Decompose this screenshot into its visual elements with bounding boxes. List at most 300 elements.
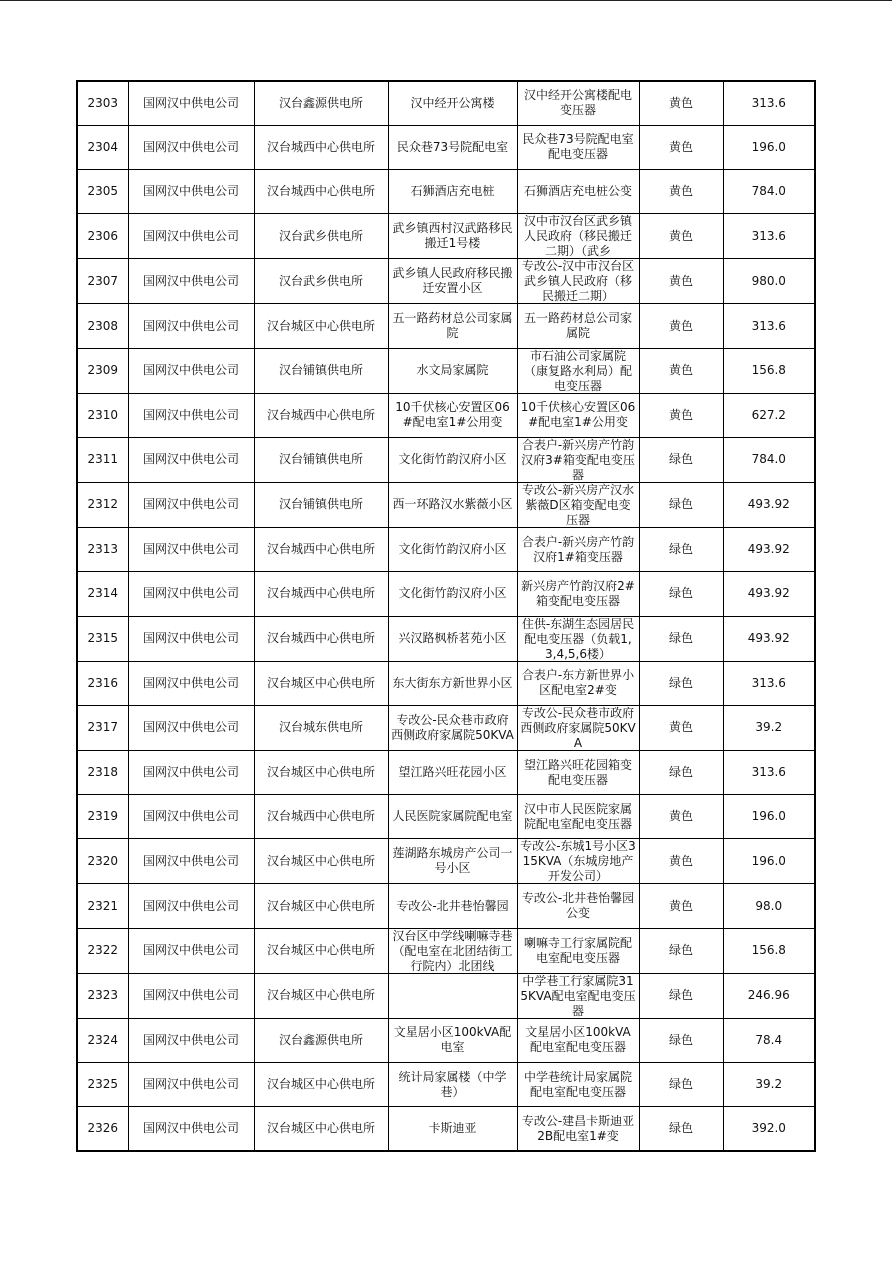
- transformer-cell: [517, 884, 639, 928]
- transformer-cell: [517, 616, 639, 661]
- status-color-cell-text: 绿色: [668, 1032, 693, 1047]
- row-number-cell-text: 2321: [87, 898, 119, 913]
- row-number-cell-text: 2319: [87, 809, 119, 824]
- transformer-cell-text: 中学巷工行家属院315KVA配电室配电变压器: [520, 973, 636, 1018]
- company-cell: [128, 304, 254, 348]
- transformer-cell: [517, 125, 639, 169]
- station-cell: [254, 884, 388, 928]
- status-color-cell-text: 黄色: [668, 273, 693, 288]
- table-row: [77, 393, 815, 437]
- row-number-cell: [77, 81, 128, 125]
- capacity-value-cell-text: 156.8: [751, 943, 786, 958]
- station-cell-text: 汉台铺镇供电所: [278, 497, 363, 512]
- station-cell-text: 汉台城东供电所: [278, 720, 363, 735]
- row-number-cell: [77, 661, 128, 705]
- status-color-cell: [639, 705, 723, 750]
- location-name-cell: [388, 348, 517, 393]
- station-cell: [254, 705, 388, 750]
- row-number-cell-text: 2313: [87, 542, 119, 557]
- row-number-cell: [77, 437, 128, 482]
- station-cell: [254, 527, 388, 571]
- table-row: [77, 304, 815, 348]
- company-cell-text: 国网汉中供电公司: [142, 363, 239, 378]
- capacity-value-cell-text: 78.4: [755, 1032, 783, 1047]
- company-cell: [128, 572, 254, 616]
- station-cell-text: 汉台城区中心供电所: [266, 318, 375, 333]
- row-number-cell-text: 2318: [87, 765, 119, 780]
- company-cell-text: 国网汉中供电公司: [142, 228, 239, 243]
- location-name-cell: [388, 750, 517, 794]
- transformer-cell: [517, 393, 639, 437]
- transformer-cell: [517, 973, 639, 1018]
- station-cell: [254, 572, 388, 616]
- company-cell: [128, 884, 254, 928]
- station-cell: [254, 616, 388, 661]
- station-cell-text: 汉台城区中心供电所: [266, 898, 375, 913]
- row-number-cell-text: 2304: [87, 139, 119, 154]
- status-color-cell: [639, 214, 723, 259]
- row-number-cell-text: 2325: [87, 1077, 119, 1092]
- capacity-value-cell: [723, 81, 815, 125]
- transformer-cell: [517, 81, 639, 125]
- location-name-cell: [388, 170, 517, 214]
- capacity-value-cell: [723, 795, 815, 839]
- row-number-cell-text: 2311: [87, 452, 119, 467]
- status-color-cell: [639, 973, 723, 1018]
- row-number-cell-text: 2308: [87, 318, 119, 333]
- table-row: [77, 214, 815, 259]
- page-top-rule: [0, 0, 892, 1]
- company-cell-text: 国网汉中供电公司: [142, 273, 239, 288]
- row-number-cell: [77, 572, 128, 616]
- row-number-cell-text: 2326: [87, 1121, 119, 1136]
- location-name-cell: [388, 616, 517, 661]
- status-color-cell: [639, 527, 723, 571]
- table-row: [77, 750, 815, 794]
- station-cell-text: 汉台武乡供电所: [278, 273, 363, 288]
- row-number-cell-text: 2305: [87, 184, 119, 199]
- transformer-cell: [517, 304, 639, 348]
- row-number-cell: [77, 928, 128, 973]
- location-name-cell: [388, 884, 517, 928]
- location-name-cell: [388, 661, 517, 705]
- transformer-cell-text: 新兴房产竹韵汉府2#箱变配电变压器: [521, 578, 635, 608]
- status-color-cell: [639, 482, 723, 527]
- row-number-cell: [77, 1063, 128, 1107]
- status-color-cell: [639, 750, 723, 794]
- transformer-cell-text: 五一路药材总公司家属院: [523, 311, 632, 341]
- station-cell-text: 汉台城区中心供电所: [266, 1121, 375, 1136]
- row-number-cell: [77, 304, 128, 348]
- row-number-cell: [77, 750, 128, 794]
- location-name-cell-text: 人民医院家属院配电室: [392, 809, 513, 824]
- station-cell-text: 汉台城西中心供电所: [266, 586, 375, 601]
- location-name-cell-text: 五一路药材总公司家属院: [392, 311, 513, 341]
- status-color-cell-text: 绿色: [668, 1077, 693, 1092]
- transformer-cell-text: 喇嘛寺工行家属院配电室配电变压器: [523, 935, 632, 965]
- capacity-value-cell-text: 627.2: [751, 407, 786, 422]
- transformer-cell-text: 望江路兴旺花园箱变配电变压器: [523, 757, 632, 787]
- station-cell-text: 汉台城区中心供电所: [266, 943, 375, 958]
- location-name-cell-text: 武乡镇人民政府移民搬迁安置小区: [392, 266, 513, 296]
- company-cell: [128, 81, 254, 125]
- table-row: [77, 1063, 815, 1107]
- station-cell-text: 汉台城西中心供电所: [266, 809, 375, 824]
- capacity-value-cell: [723, 482, 815, 527]
- station-cell: [254, 661, 388, 705]
- status-color-cell-text: 绿色: [668, 497, 693, 512]
- row-number-cell-text: 2323: [87, 988, 119, 1003]
- station-cell-text: 汉台城区中心供电所: [266, 765, 375, 780]
- station-cell: [254, 214, 388, 259]
- location-name-cell-text: 专改公-民众巷市政府西侧政府家属院50KVA: [391, 712, 514, 742]
- transformer-cell-text: 10千伏核心安置区06#配电室1#公用变: [520, 400, 636, 430]
- table-row: [77, 973, 815, 1018]
- status-color-cell: [639, 259, 723, 304]
- table-row: [77, 928, 815, 973]
- location-name-cell-text: 水文局家属院: [416, 363, 489, 378]
- capacity-value-cell-text: 313.6: [751, 765, 786, 780]
- transformer-cell-text: 专改公-汉中市汉台区武乡镇人民政府（移民搬迁二期）: [521, 259, 635, 304]
- transformer-cell-text: 专改公-民众巷市政府西侧政府家属院50KVA: [520, 705, 636, 750]
- capacity-value-cell-text: 196.0: [751, 139, 786, 154]
- status-color-cell-text: 绿色: [668, 542, 693, 557]
- company-cell-text: 国网汉中供电公司: [142, 720, 239, 735]
- station-cell-text: 汉台铺镇供电所: [278, 363, 363, 378]
- capacity-value-cell: [723, 750, 815, 794]
- status-color-cell: [639, 795, 723, 839]
- station-cell-text: 汉台鑫源供电所: [278, 1032, 363, 1047]
- location-name-cell: [388, 1018, 517, 1062]
- company-cell-text: 国网汉中供电公司: [142, 407, 239, 422]
- row-number-cell-text: 2322: [87, 943, 119, 958]
- row-number-cell: [77, 795, 128, 839]
- company-cell: [128, 437, 254, 482]
- transformer-cell: [517, 750, 639, 794]
- capacity-value-cell-text: 313.6: [751, 675, 786, 690]
- status-color-cell: [639, 884, 723, 928]
- station-cell: [254, 839, 388, 884]
- transformer-cell-text: 中学巷统计局家属院配电室配电变压器: [523, 1069, 632, 1099]
- company-cell-text: 国网汉中供电公司: [142, 631, 239, 646]
- capacity-value-cell: [723, 973, 815, 1018]
- location-name-cell-text: 石狮酒店充电桩: [410, 184, 495, 199]
- row-number-cell: [77, 705, 128, 750]
- capacity-value-cell: [723, 304, 815, 348]
- table-row: [77, 81, 815, 125]
- capacity-value-cell: [723, 214, 815, 259]
- company-cell: [128, 259, 254, 304]
- table-row: [77, 125, 815, 169]
- row-number-cell: [77, 1018, 128, 1062]
- status-color-cell-text: 绿色: [668, 988, 693, 1003]
- station-cell: [254, 1018, 388, 1062]
- capacity-value-cell-text: 246.96: [747, 988, 790, 1003]
- capacity-value-cell-text: 784.0: [751, 184, 786, 199]
- row-number-cell-text: 2315: [87, 631, 119, 646]
- table-row: [77, 1107, 815, 1151]
- location-name-cell-text: 统计局家属楼（中学巷）: [398, 1069, 507, 1099]
- location-name-cell: [388, 527, 517, 571]
- station-cell: [254, 437, 388, 482]
- location-name-cell-text: 汉台区中学线喇嘛寺巷（配电室在北团结街工行院内）北团线: [392, 928, 513, 973]
- company-cell-text: 国网汉中供电公司: [142, 809, 239, 824]
- capacity-value-cell: [723, 348, 815, 393]
- capacity-value-cell-text: 39.2: [755, 1077, 783, 1092]
- station-cell: [254, 973, 388, 1018]
- location-name-cell: [388, 572, 517, 616]
- row-number-cell-text: 2317: [87, 720, 119, 735]
- station-cell-text: 汉台铺镇供电所: [278, 452, 363, 467]
- station-cell-text: 汉台城区中心供电所: [266, 1077, 375, 1092]
- transformer-cell: [517, 661, 639, 705]
- status-color-cell-text: 黄色: [668, 898, 693, 913]
- capacity-value-cell: [723, 839, 815, 884]
- location-name-cell-text: 兴汉路枫桥茗苑小区: [398, 631, 507, 646]
- status-color-cell: [639, 1107, 723, 1151]
- transformer-cell: [517, 839, 639, 884]
- location-name-cell: [388, 482, 517, 527]
- row-number-cell: [77, 616, 128, 661]
- status-color-cell-text: 黄色: [668, 407, 693, 422]
- company-cell-text: 国网汉中供电公司: [142, 675, 239, 690]
- station-cell: [254, 304, 388, 348]
- company-cell-text: 国网汉中供电公司: [142, 497, 239, 512]
- row-number-cell-text: 2310: [87, 407, 119, 422]
- status-color-cell: [639, 437, 723, 482]
- capacity-value-cell-text: 313.6: [751, 318, 786, 333]
- location-name-cell: [388, 393, 517, 437]
- location-name-cell-text: 望江路兴旺花园小区: [398, 765, 507, 780]
- company-cell-text: 国网汉中供电公司: [142, 139, 239, 154]
- transformer-cell: [517, 795, 639, 839]
- table-body: [77, 81, 815, 1151]
- station-cell: [254, 125, 388, 169]
- status-color-cell: [639, 661, 723, 705]
- location-name-cell-text: 文化街竹韵汉府小区: [398, 586, 507, 601]
- location-name-cell-text: 汉中经开公寓楼: [410, 95, 495, 110]
- company-cell: [128, 839, 254, 884]
- status-color-cell-text: 绿色: [668, 943, 693, 958]
- transformer-cell-text: 合表户-新兴房产竹韵汉府1#箱变压器: [521, 534, 635, 564]
- capacity-value-cell: [723, 1018, 815, 1062]
- transformer-cell-text: 合表户-东方新世界小区配电室2#变: [521, 668, 635, 698]
- status-color-cell-text: 绿色: [668, 765, 693, 780]
- company-cell: [128, 527, 254, 571]
- status-color-cell-text: 黄色: [668, 853, 693, 868]
- table-row: [77, 348, 815, 393]
- location-name-cell-text: 文星居小区100kVA配电室: [393, 1025, 512, 1055]
- status-color-cell: [639, 572, 723, 616]
- company-cell-text: 国网汉中供电公司: [142, 452, 239, 467]
- status-color-cell: [639, 393, 723, 437]
- transformer-cell-text: 专改公-新兴房产汉水紫薇D区箱变配电变压器: [521, 482, 635, 527]
- table-row: [77, 1018, 815, 1062]
- row-number-cell-text: 2316: [87, 675, 119, 690]
- row-number-cell: [77, 348, 128, 393]
- status-color-cell-text: 黄色: [668, 318, 693, 333]
- capacity-value-cell-text: 313.6: [751, 228, 786, 243]
- location-name-cell: [388, 705, 517, 750]
- company-cell: [128, 482, 254, 527]
- location-name-cell: [388, 214, 517, 259]
- company-cell: [128, 214, 254, 259]
- row-number-cell: [77, 884, 128, 928]
- row-number-cell-text: 2320: [87, 853, 119, 868]
- transformer-cell-text: 石狮酒店充电桩公变: [523, 184, 632, 199]
- capacity-value-cell: [723, 884, 815, 928]
- transformer-cell-text: 文星居小区100kVA配电室配电变压器: [525, 1025, 631, 1055]
- status-color-cell-text: 黄色: [668, 720, 693, 735]
- transformer-cell: [517, 259, 639, 304]
- company-cell-text: 国网汉中供电公司: [142, 542, 239, 557]
- location-name-cell-text: 卡斯迪亚: [428, 1121, 477, 1136]
- station-cell-text: 汉台城西中心供电所: [266, 542, 375, 557]
- station-cell: [254, 393, 388, 437]
- station-cell-text: 汉台城西中心供电所: [266, 139, 375, 154]
- capacity-value-cell-text: 493.92: [747, 542, 790, 557]
- transformer-cell: [517, 572, 639, 616]
- row-number-cell: [77, 527, 128, 571]
- transformer-cell: [517, 1018, 639, 1062]
- table-row: [77, 705, 815, 750]
- row-number-cell-text: 2312: [87, 497, 119, 512]
- company-cell-text: 国网汉中供电公司: [142, 184, 239, 199]
- station-cell-text: 汉台城西中心供电所: [266, 184, 375, 199]
- row-number-cell-text: 2306: [87, 228, 119, 243]
- location-name-cell-text: 莲湖路东城房产公司一号小区: [392, 846, 513, 876]
- capacity-value-cell: [723, 705, 815, 750]
- row-number-cell: [77, 125, 128, 169]
- transformer-cell: [517, 348, 639, 393]
- location-name-cell-text: 文化街竹韵汉府小区: [398, 452, 507, 467]
- location-name-cell-text: 民众巷73号院配电室: [396, 139, 509, 154]
- station-cell-text: 汉台城区中心供电所: [266, 853, 375, 868]
- table-row: [77, 839, 815, 884]
- station-cell: [254, 1063, 388, 1107]
- location-name-cell-text: 西一环路汉水紫薇小区: [392, 497, 513, 512]
- row-number-cell-text: 2307: [87, 273, 119, 288]
- company-cell: [128, 393, 254, 437]
- station-cell-text: 汉台城西中心供电所: [266, 631, 375, 646]
- location-name-cell-text: 文化街竹韵汉府小区: [398, 542, 507, 557]
- station-cell: [254, 750, 388, 794]
- transformer-cell-text: 汉中市人民医院家属院配电室配电变压器: [523, 801, 632, 831]
- transformer-cell: [517, 705, 639, 750]
- transformer-cell: [517, 482, 639, 527]
- location-name-cell-text: 专改公-北井巷怡馨园: [396, 898, 509, 913]
- transformer-cell: [517, 170, 639, 214]
- capacity-value-cell: [723, 527, 815, 571]
- status-color-cell-text: 绿色: [668, 452, 693, 467]
- table-row: [77, 437, 815, 482]
- capacity-value-cell: [723, 170, 815, 214]
- location-name-cell: [388, 304, 517, 348]
- row-number-cell-text: 2303: [87, 95, 119, 110]
- station-cell: [254, 348, 388, 393]
- company-cell-text: 国网汉中供电公司: [142, 586, 239, 601]
- status-color-cell-text: 绿色: [668, 1121, 693, 1136]
- capacity-value-cell-text: 493.92: [747, 497, 790, 512]
- status-color-cell: [639, 125, 723, 169]
- capacity-value-cell-text: 493.92: [747, 586, 790, 601]
- capacity-value-cell-text: 98.0: [755, 898, 783, 913]
- capacity-value-cell-text: 392.0: [751, 1121, 786, 1136]
- row-number-cell: [77, 482, 128, 527]
- company-cell-text: 国网汉中供电公司: [142, 95, 239, 110]
- row-number-cell: [77, 259, 128, 304]
- location-name-cell: [388, 259, 517, 304]
- station-cell: [254, 928, 388, 973]
- row-number-cell: [77, 393, 128, 437]
- location-name-cell: [388, 437, 517, 482]
- table-row: [77, 170, 815, 214]
- status-color-cell-text: 黄色: [668, 95, 693, 110]
- status-color-cell-text: 黄色: [668, 184, 693, 199]
- company-cell-text: 国网汉中供电公司: [142, 318, 239, 333]
- status-color-cell: [639, 616, 723, 661]
- station-cell-text: 汉台城区中心供电所: [266, 988, 375, 1003]
- status-color-cell: [639, 928, 723, 973]
- status-color-cell-text: 绿色: [668, 586, 693, 601]
- row-number-cell: [77, 973, 128, 1018]
- table-row: [77, 795, 815, 839]
- location-name-cell: [388, 1063, 517, 1107]
- company-cell: [128, 928, 254, 973]
- transformer-cell-text: 专改公-东城1号小区315KVA（东城房地产开发公司）: [520, 839, 636, 884]
- capacity-value-cell: [723, 616, 815, 661]
- transformer-cell-text: 住供-东湖生态园居民配电变压器（负载1,3,4,5,6楼）: [521, 616, 635, 661]
- transformer-cell: [517, 928, 639, 973]
- status-color-cell-text: 黄色: [668, 363, 693, 378]
- row-number-cell: [77, 839, 128, 884]
- station-cell: [254, 795, 388, 839]
- transformer-cell: [517, 437, 639, 482]
- capacity-value-cell: [723, 437, 815, 482]
- status-color-cell: [639, 1018, 723, 1062]
- company-cell-text: 国网汉中供电公司: [142, 853, 239, 868]
- row-number-cell-text: 2309: [87, 363, 119, 378]
- location-name-cell: [388, 81, 517, 125]
- table-row: [77, 482, 815, 527]
- status-color-cell-text: 黄色: [668, 809, 693, 824]
- location-name-cell-text: 武乡镇西村汉武路移民搬迁1号楼: [392, 221, 513, 251]
- company-cell-text: 国网汉中供电公司: [142, 898, 239, 913]
- company-cell: [128, 973, 254, 1018]
- location-name-cell: [388, 928, 517, 973]
- status-color-cell-text: 绿色: [668, 631, 693, 646]
- station-cell-text: 汉台城西中心供电所: [266, 407, 375, 422]
- row-number-cell: [77, 1107, 128, 1151]
- capacity-value-cell-text: 784.0: [751, 452, 786, 467]
- transformer-cell: [517, 527, 639, 571]
- transformer-cell: [517, 1063, 639, 1107]
- company-cell: [128, 1107, 254, 1151]
- station-cell-text: 汉台武乡供电所: [278, 228, 363, 243]
- transformer-cell-text: 民众巷73号院配电室配电变压器: [522, 132, 634, 162]
- company-cell: [128, 1018, 254, 1062]
- transformer-cell: [517, 1107, 639, 1151]
- location-name-cell: [388, 973, 517, 1018]
- company-cell: [128, 616, 254, 661]
- status-color-cell-text: 绿色: [668, 675, 693, 690]
- location-name-cell-text: 10千伏核心安置区06#配电室1#公用变: [395, 400, 510, 430]
- location-name-cell-text: 东大街东方新世界小区: [392, 675, 513, 690]
- location-name-cell: [388, 125, 517, 169]
- location-name-cell: [388, 839, 517, 884]
- company-cell-text: 国网汉中供电公司: [142, 988, 239, 1003]
- capacity-value-cell: [723, 1063, 815, 1107]
